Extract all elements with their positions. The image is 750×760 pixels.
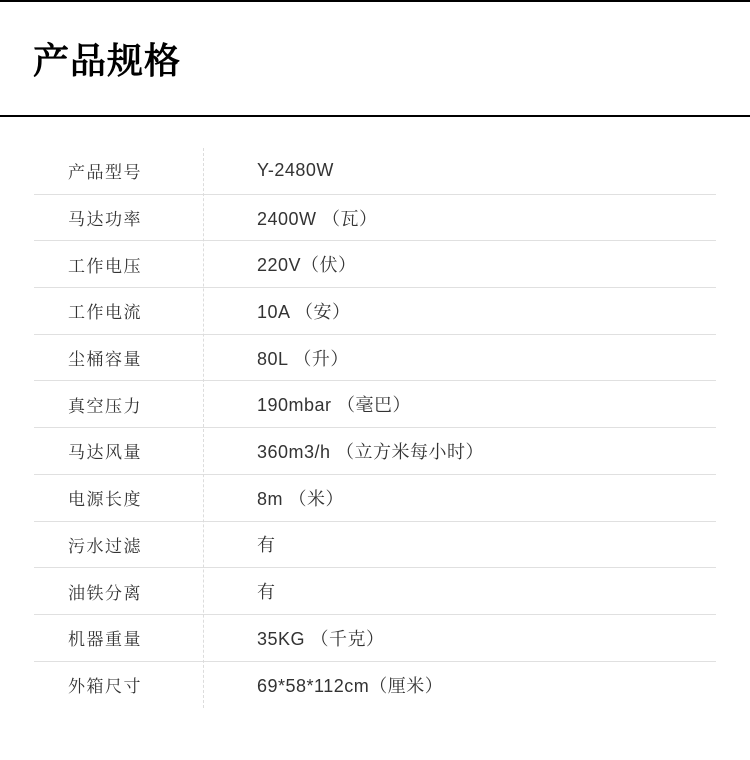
spec-row (34, 288, 716, 335)
spec-label: 外箱尺寸 (68, 677, 142, 697)
spec-value: 360m3/h （立方米每小时） (257, 441, 485, 462)
spec-table (0, 117, 750, 708)
spec-value: 35KG （千克） (257, 628, 385, 649)
spec-row (34, 522, 716, 569)
spec-label: 尘桶容量 (68, 350, 142, 370)
column-divider-dashed (203, 148, 204, 708)
spec-row (34, 568, 716, 615)
spec-label: 产品型号 (68, 163, 142, 183)
spec-rows (34, 148, 716, 708)
spec-label: 真空压力 (68, 396, 142, 416)
page-header (0, 2, 750, 115)
spec-label: 工作电压 (68, 256, 142, 276)
spec-value: 80L （升） (257, 348, 349, 369)
spec-value: 2400W （瓦） (257, 208, 378, 229)
spec-value: Y-2480W (257, 160, 334, 181)
spec-row (34, 195, 716, 242)
spec-row (34, 615, 716, 662)
spec-row (34, 428, 716, 475)
spec-row (34, 662, 716, 709)
spec-row (34, 148, 716, 195)
spec-value: 190mbar （毫巴） (257, 395, 412, 416)
spec-label: 马达风量 (68, 443, 142, 463)
spec-row (34, 381, 716, 428)
spec-value: 69*58*112cm（厘米） (257, 675, 444, 696)
spec-label: 电源长度 (68, 490, 142, 510)
spec-value: 220V（伏） (257, 255, 357, 276)
spec-value: 10A （安） (257, 301, 351, 322)
spec-label: 污水过滤 (68, 536, 142, 556)
spec-value: 8m （米） (257, 488, 345, 509)
spec-label: 机器重量 (68, 630, 142, 650)
spec-value: 有 (257, 535, 276, 556)
spec-row (34, 475, 716, 522)
spec-row (34, 241, 716, 288)
page-title: 产品规格 (33, 40, 182, 81)
spec-value: 有 (257, 582, 276, 603)
spec-label: 工作电流 (68, 303, 142, 323)
spec-label: 油铁分离 (68, 583, 142, 603)
spec-label: 马达功率 (68, 210, 142, 230)
spec-row (34, 335, 716, 382)
